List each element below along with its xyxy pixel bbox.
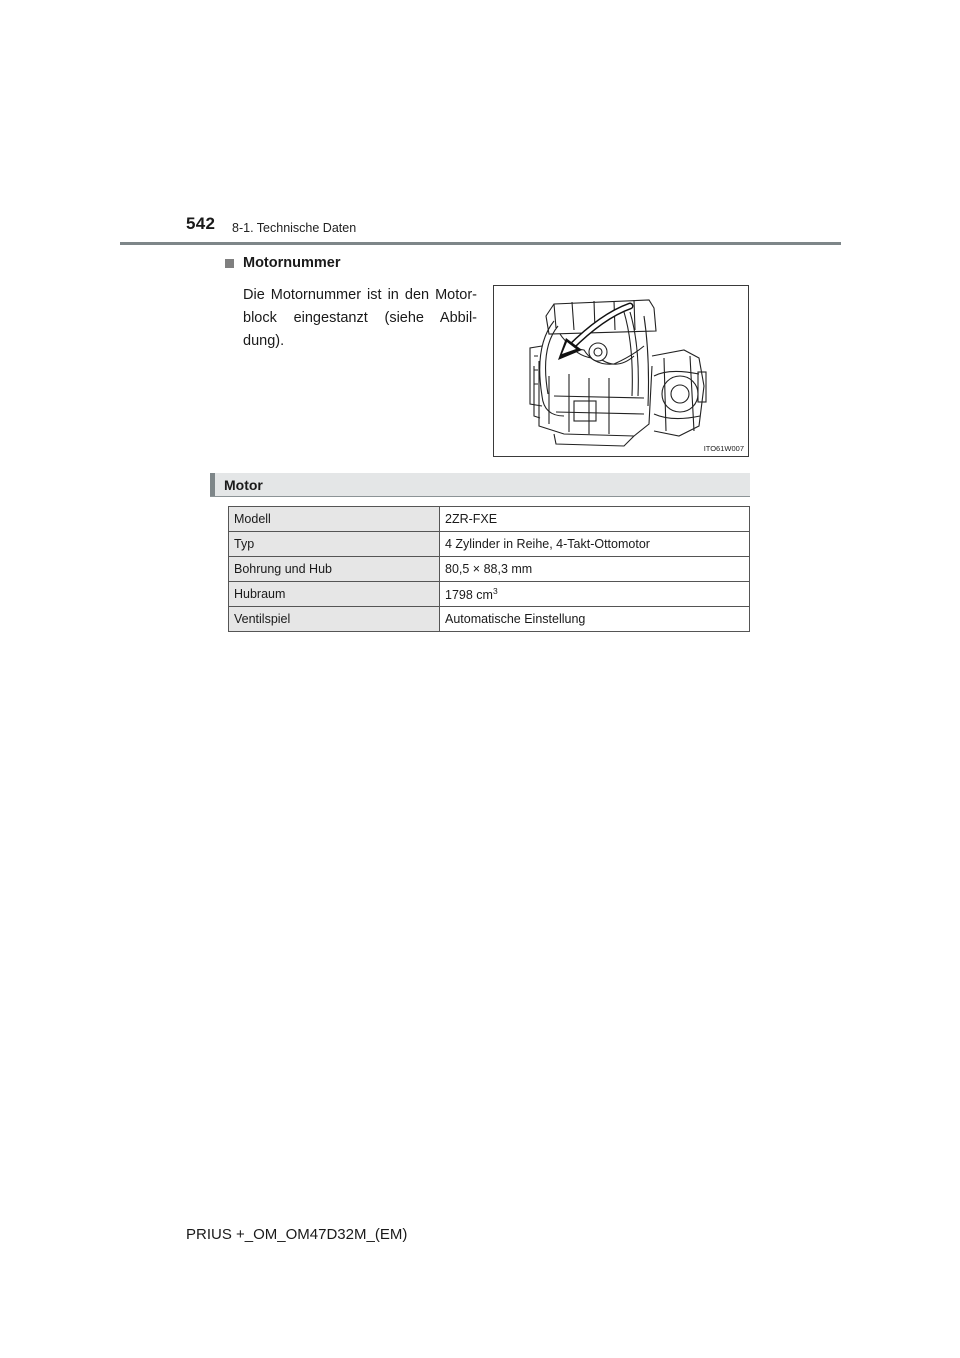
page-number: 542: [186, 214, 216, 233]
spec-value: 4 Zylinder in Reihe, 4-Takt-Ottomotor: [440, 532, 750, 557]
spec-value: 80,5 × 88,3 mm: [440, 557, 750, 582]
header-rule: [120, 242, 841, 245]
spec-value: Automatische Einstellung: [440, 607, 750, 632]
spec-value: 2ZR-FXE: [440, 507, 750, 532]
document-id: PRIUS +_OM_OM47D32M_(EM): [186, 1226, 408, 1243]
figure-code: ITO61W007: [703, 444, 744, 453]
superscript: 3: [492, 585, 498, 596]
spec-label: Typ: [229, 532, 440, 557]
engine-number-description: Die Motornummer ist in den Motor-block eingestanzt (siehe Abbil-dung).: [243, 287, 477, 349]
table-title: Motor: [224, 477, 263, 493]
spec-label: Hubraum: [229, 582, 440, 607]
table-title-accent: [210, 473, 215, 496]
spec-label: Ventilspiel: [229, 607, 440, 632]
table-title-bar: [210, 473, 750, 497]
subsection-heading: [225, 255, 340, 271]
spec-value-text: 1798 cm: [445, 588, 493, 603]
table-row: [229, 507, 750, 532]
table-row: [229, 557, 750, 582]
spec-value: [440, 582, 750, 607]
engine-illustration: [493, 285, 749, 457]
subsection-title: Motornummer: [243, 255, 341, 271]
spec-label: Modell: [229, 507, 440, 532]
table-row: [229, 532, 750, 557]
engine-drawing: [494, 286, 748, 456]
square-bullet-icon: [225, 259, 234, 268]
table-row: [229, 607, 750, 632]
spec-label: Bohrung und Hub: [229, 557, 440, 582]
table-row: [229, 582, 750, 607]
section-header: 8-1. Technische Daten: [232, 221, 357, 235]
motor-spec-table: [228, 506, 750, 632]
